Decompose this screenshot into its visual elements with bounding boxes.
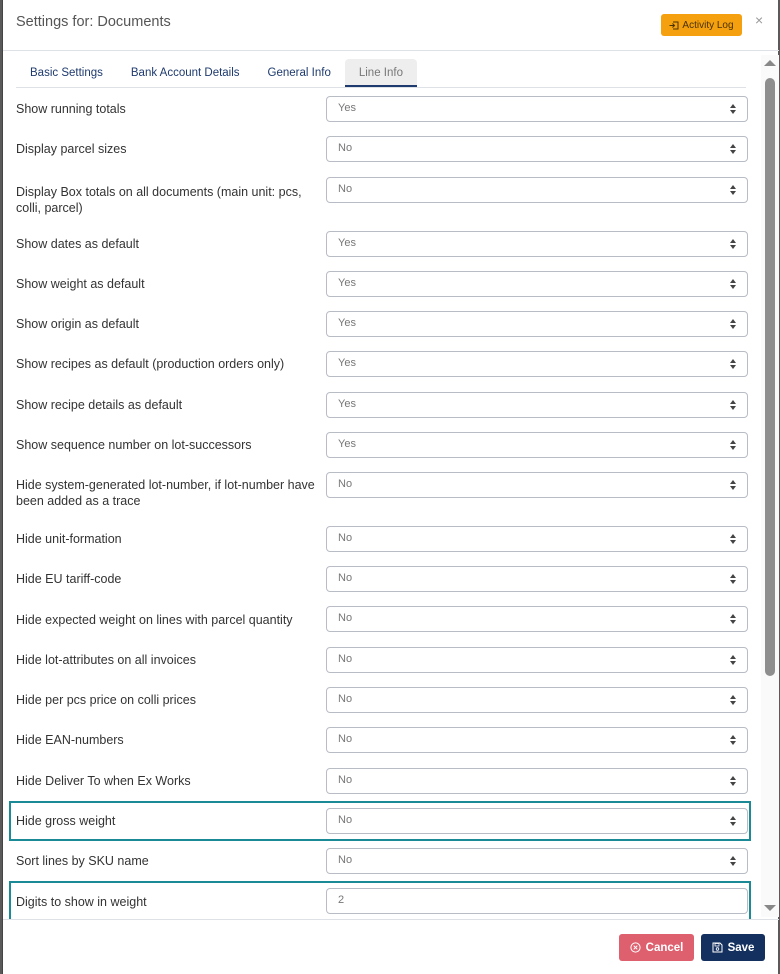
setting-label: Hide unit-formation — [16, 532, 122, 546]
cancel-label: Cancel — [645, 941, 684, 954]
activity-log-label: Activity Log — [682, 19, 734, 31]
select-value: Yes — [338, 438, 356, 450]
setting-label: Digits to show in weight — [16, 895, 147, 909]
setting-select[interactable] — [326, 808, 748, 834]
setting-row — [9, 801, 751, 841]
setting-select[interactable] — [326, 472, 748, 498]
setting-label: Show dates as default — [16, 237, 139, 251]
setting-row — [9, 226, 751, 262]
scrollbar[interactable] — [761, 55, 779, 917]
select-value: No — [338, 653, 353, 665]
setting-label: Display Box totals on all documents (main unit: pcs, colli, parcel) — [16, 185, 302, 215]
setting-label: Hide expected weight on lines with parcel quantity — [16, 613, 293, 627]
select-value: No — [338, 774, 353, 786]
sort-arrows-icon — [729, 815, 737, 827]
setting-select[interactable] — [326, 848, 748, 874]
select-value: Yes — [338, 237, 356, 249]
setting-label: Display parcel sizes — [16, 142, 127, 156]
activity-log-button[interactable] — [661, 14, 742, 36]
setting-row — [9, 682, 751, 718]
setting-row — [9, 521, 751, 557]
sort-arrows-icon — [729, 694, 737, 706]
select-value: No — [338, 612, 353, 624]
setting-row — [9, 467, 751, 508]
tab-bank-account-details[interactable]: Bank Account Details — [130, 67, 240, 79]
scroll-down-icon[interactable] — [764, 905, 776, 911]
tab-line-info[interactable]: Line Info — [345, 59, 417, 87]
setting-select[interactable] — [326, 231, 748, 257]
sort-arrows-icon — [729, 775, 737, 787]
digits-input[interactable] — [326, 888, 748, 914]
select-value: No — [338, 814, 353, 826]
select-value: Yes — [338, 102, 356, 114]
sort-arrows-icon — [729, 184, 737, 196]
scroll-up-icon[interactable] — [764, 60, 776, 66]
setting-select[interactable] — [326, 177, 748, 203]
setting-select[interactable] — [326, 311, 748, 337]
close-icon[interactable]: × — [755, 12, 764, 28]
setting-label: Hide EAN-numbers — [16, 733, 124, 747]
setting-label: Show weight as default — [16, 277, 145, 291]
setting-label: Sort lines by SKU name — [16, 854, 149, 868]
setting-label: Hide lot-attributes on all invoices — [16, 653, 196, 667]
settings-modal — [2, 0, 778, 974]
select-value: No — [338, 854, 353, 866]
setting-select[interactable] — [326, 392, 748, 418]
setting-row — [9, 601, 751, 637]
setting-row — [9, 427, 751, 463]
sort-arrows-icon — [729, 439, 737, 451]
setting-row — [9, 91, 751, 127]
setting-label: Show recipes as default (production orders only) — [16, 357, 285, 371]
setting-row — [9, 561, 751, 597]
setting-select[interactable] — [326, 647, 748, 673]
sign-in-icon — [669, 21, 680, 30]
setting-row — [9, 722, 751, 758]
setting-label: Show running totals — [16, 102, 126, 116]
floppy-disk-icon — [712, 942, 723, 953]
setting-select[interactable] — [326, 96, 748, 122]
setting-select[interactable] — [326, 432, 748, 458]
save-button[interactable] — [701, 934, 765, 961]
select-value: Yes — [338, 357, 356, 369]
sort-arrows-icon — [729, 533, 737, 545]
setting-label: Hide per pcs price on colli prices — [16, 693, 196, 707]
select-value: No — [338, 478, 353, 490]
setting-select[interactable] — [326, 687, 748, 713]
sort-arrows-icon — [729, 358, 737, 370]
setting-row — [9, 266, 751, 302]
setting-select[interactable] — [326, 727, 748, 753]
sort-arrows-icon — [729, 143, 737, 155]
setting-label: Hide EU tariff-code — [16, 572, 122, 586]
setting-select[interactable] — [326, 136, 748, 162]
circle-x-icon — [630, 942, 641, 953]
select-value: Yes — [338, 398, 356, 410]
save-label: Save — [727, 941, 755, 954]
setting-label: Show origin as default — [16, 317, 139, 331]
setting-label: Hide gross weight — [16, 814, 116, 828]
select-value: No — [338, 183, 353, 195]
setting-row — [9, 881, 751, 919]
setting-select[interactable] — [326, 606, 748, 632]
sort-arrows-icon — [729, 278, 737, 290]
setting-select[interactable] — [326, 526, 748, 552]
sort-arrows-icon — [729, 318, 737, 330]
sort-arrows-icon — [729, 613, 737, 625]
modal-header — [3, 0, 779, 51]
select-value: 2 — [338, 894, 345, 906]
select-value: No — [338, 693, 353, 705]
setting-label: Show recipe details as default — [16, 398, 183, 412]
sort-arrows-icon — [729, 654, 737, 666]
setting-row — [9, 387, 751, 423]
setting-label: Hide Deliver To when Ex Works — [16, 774, 191, 788]
sort-arrows-icon — [729, 238, 737, 250]
setting-select[interactable] — [326, 351, 748, 377]
setting-row — [9, 172, 751, 215]
setting-label: Hide system-generated lot-number, if lot-number have been added as a trace — [16, 478, 315, 508]
select-value: Yes — [338, 277, 356, 289]
settings-form — [3, 89, 761, 919]
tab-bar — [16, 59, 746, 88]
setting-row — [9, 642, 751, 678]
modal-footer — [3, 919, 779, 974]
sort-arrows-icon — [729, 103, 737, 115]
tab-general-info[interactable]: General Info — [267, 67, 331, 79]
setting-row — [9, 131, 751, 167]
cancel-button[interactable] — [619, 934, 694, 961]
modal-title: Settings for: Documents — [16, 14, 171, 30]
scroll-thumb[interactable] — [765, 78, 775, 676]
setting-row — [9, 346, 751, 382]
setting-row — [9, 843, 751, 879]
select-value: No — [338, 733, 353, 745]
sort-arrows-icon — [729, 734, 737, 746]
select-value: Yes — [338, 317, 356, 329]
tab-basic-settings[interactable]: Basic Settings — [30, 67, 103, 79]
select-value: No — [338, 532, 353, 544]
setting-select[interactable] — [326, 768, 748, 794]
setting-row — [9, 306, 751, 342]
setting-select[interactable] — [326, 271, 748, 297]
sort-arrows-icon — [729, 573, 737, 585]
sort-arrows-icon — [729, 479, 737, 491]
setting-select[interactable] — [326, 566, 748, 592]
select-value: No — [338, 572, 353, 584]
sort-arrows-icon — [729, 399, 737, 411]
sort-arrows-icon — [729, 855, 737, 867]
setting-row — [9, 763, 751, 799]
setting-label: Show sequence number on lot-successors — [16, 438, 252, 452]
select-value: No — [338, 142, 353, 154]
